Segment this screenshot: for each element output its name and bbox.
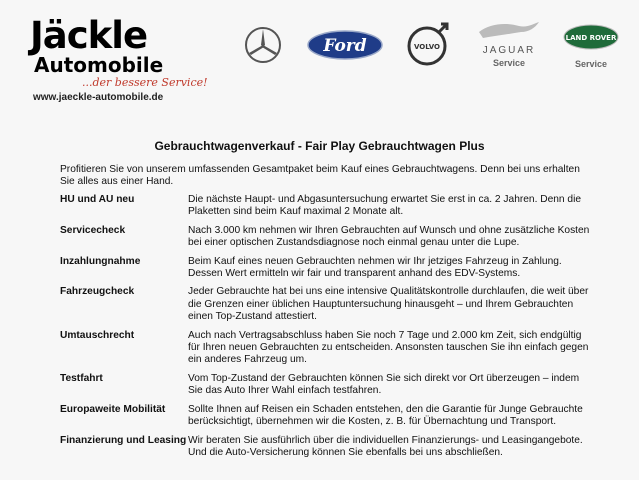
feature-label: Fahrzeugcheck: [60, 286, 135, 298]
feature-row: [60, 286, 595, 323]
intro-text: Profitieren Sie von unserem umfassenden Gesamtpaket beim Kauf eines Gebrauchtwagens. Denn bei uns erhalten Sie alles aus einer Hand.: [60, 164, 580, 188]
jaguar-logo: [474, 18, 544, 68]
feature-row: [60, 256, 595, 281]
jaeckle-logo: [30, 14, 208, 103]
feature-label: HU und AU neu: [60, 194, 135, 205]
page-title: Gebrauchtwagenverkauf - Fair Play Gebrauchtwagen Plus: [154, 139, 485, 153]
feature-row: [60, 194, 595, 219]
feature-text: Beim Kauf eines neuen Gebrauchten nehmen wir Ihr jetziges Fahrzeug in Zahlung. Dessen Wert ermitteln wir fair und transparent anhand des EDV-Systems.: [188, 255, 562, 280]
feature-text: Auch nach Vertragsabschluss haben Sie noch 7 Tage und 2.000 km Zeit, sich endgültig für Ihren neuen Gebrauchten zu entscheiden. Ansonsten tauschen Sie ihn einfach gegen ein anderes Fahrzeug um.: [188, 329, 589, 366]
logo-line2: Automobile: [34, 53, 164, 77]
feature-label: Inzahlungnahme: [60, 255, 141, 267]
feature-text: Jeder Gebrauchte hat bei uns eine intensive Qualitätskontrolle durchlaufen, die weit über die Grenzen einer üblichen Hauptuntersuchung hinausgeht – und Ihrem Gebrauchten einen Top-Zustand attestiert.: [188, 286, 589, 323]
jaguar-service-caption: Service: [492, 58, 526, 68]
feature-text: Die nächste Haupt- und Abgasuntersuchung erwartet Sie erst in ca. 2 Jahren. Denn die Plaketten sind beim Kauf maximal 2 Monate alt.: [188, 194, 582, 218]
land-rover-logo: [562, 24, 620, 69]
land-rover-service-caption: Service: [574, 59, 608, 69]
feature-row: [60, 404, 595, 429]
header: [0, 0, 639, 120]
volvo-iron-mark-icon: [405, 22, 451, 68]
feature-row: [60, 435, 595, 460]
feature-label: Europaweite Mobilität: [60, 403, 166, 415]
feature-list: [60, 194, 595, 465]
feature-row: [60, 225, 595, 250]
feature-label: Servicecheck: [60, 224, 126, 236]
logo-url: www.jaeckle-automobile.de: [33, 92, 164, 103]
ford-logo-text: Ford: [323, 36, 367, 56]
land-rover-logo-text: LAND ROVER: [565, 34, 617, 42]
feature-label: Umtauschrecht: [60, 329, 135, 341]
feature-text: Nach 3.000 km nehmen wir Ihren Gebrauchten auf Wunsch und ohne zusätzliche Kosten bei einer optischen Zustandsdiagnose noch einmal genau unter die Lupe.: [188, 224, 590, 249]
logo-line1: Jäckle: [30, 14, 148, 57]
feature-label: Testfahrt: [60, 372, 103, 384]
volvo-logo-text: VOLVO: [414, 43, 440, 51]
ford-oval-icon: [307, 30, 383, 60]
land-rover-oval-icon: [563, 24, 619, 50]
mercedes-logo-icon: [244, 26, 282, 64]
feature-row: [60, 373, 595, 398]
ford-logo: [306, 30, 384, 65]
feature-label: Finanzierung und Leasing: [60, 434, 187, 446]
feature-text: Vom Top-Zustand der Gebrauchten können Sie sich direkt vor Ort überzeugen – indem Sie das Auto Ihrer Wahl einfach testfahren.: [188, 372, 580, 397]
mercedes-logo: [243, 26, 283, 69]
feature-text: Sollte Ihnen auf Reisen ein Schaden entstehen, den die Garantie für Junge Gebrauchte berücksichtigt, übernehmen wir die Kosten, z. B. für Übernachtung und Transport.: [188, 403, 583, 428]
volvo-logo: [405, 22, 451, 73]
jaguar-logo-text: JAGUAR: [482, 45, 536, 56]
logo-tagline: ...der bessere Service!: [82, 76, 208, 89]
jaguar-leaper-icon: [475, 18, 543, 42]
feature-text: Wir beraten Sie ausführlich über die individuellen Finanzierungs- und Leasingangebote. Und die Auto-Versicherung können Sie ebenfalls bei uns abschließen.: [188, 434, 583, 458]
feature-row: [60, 330, 595, 367]
